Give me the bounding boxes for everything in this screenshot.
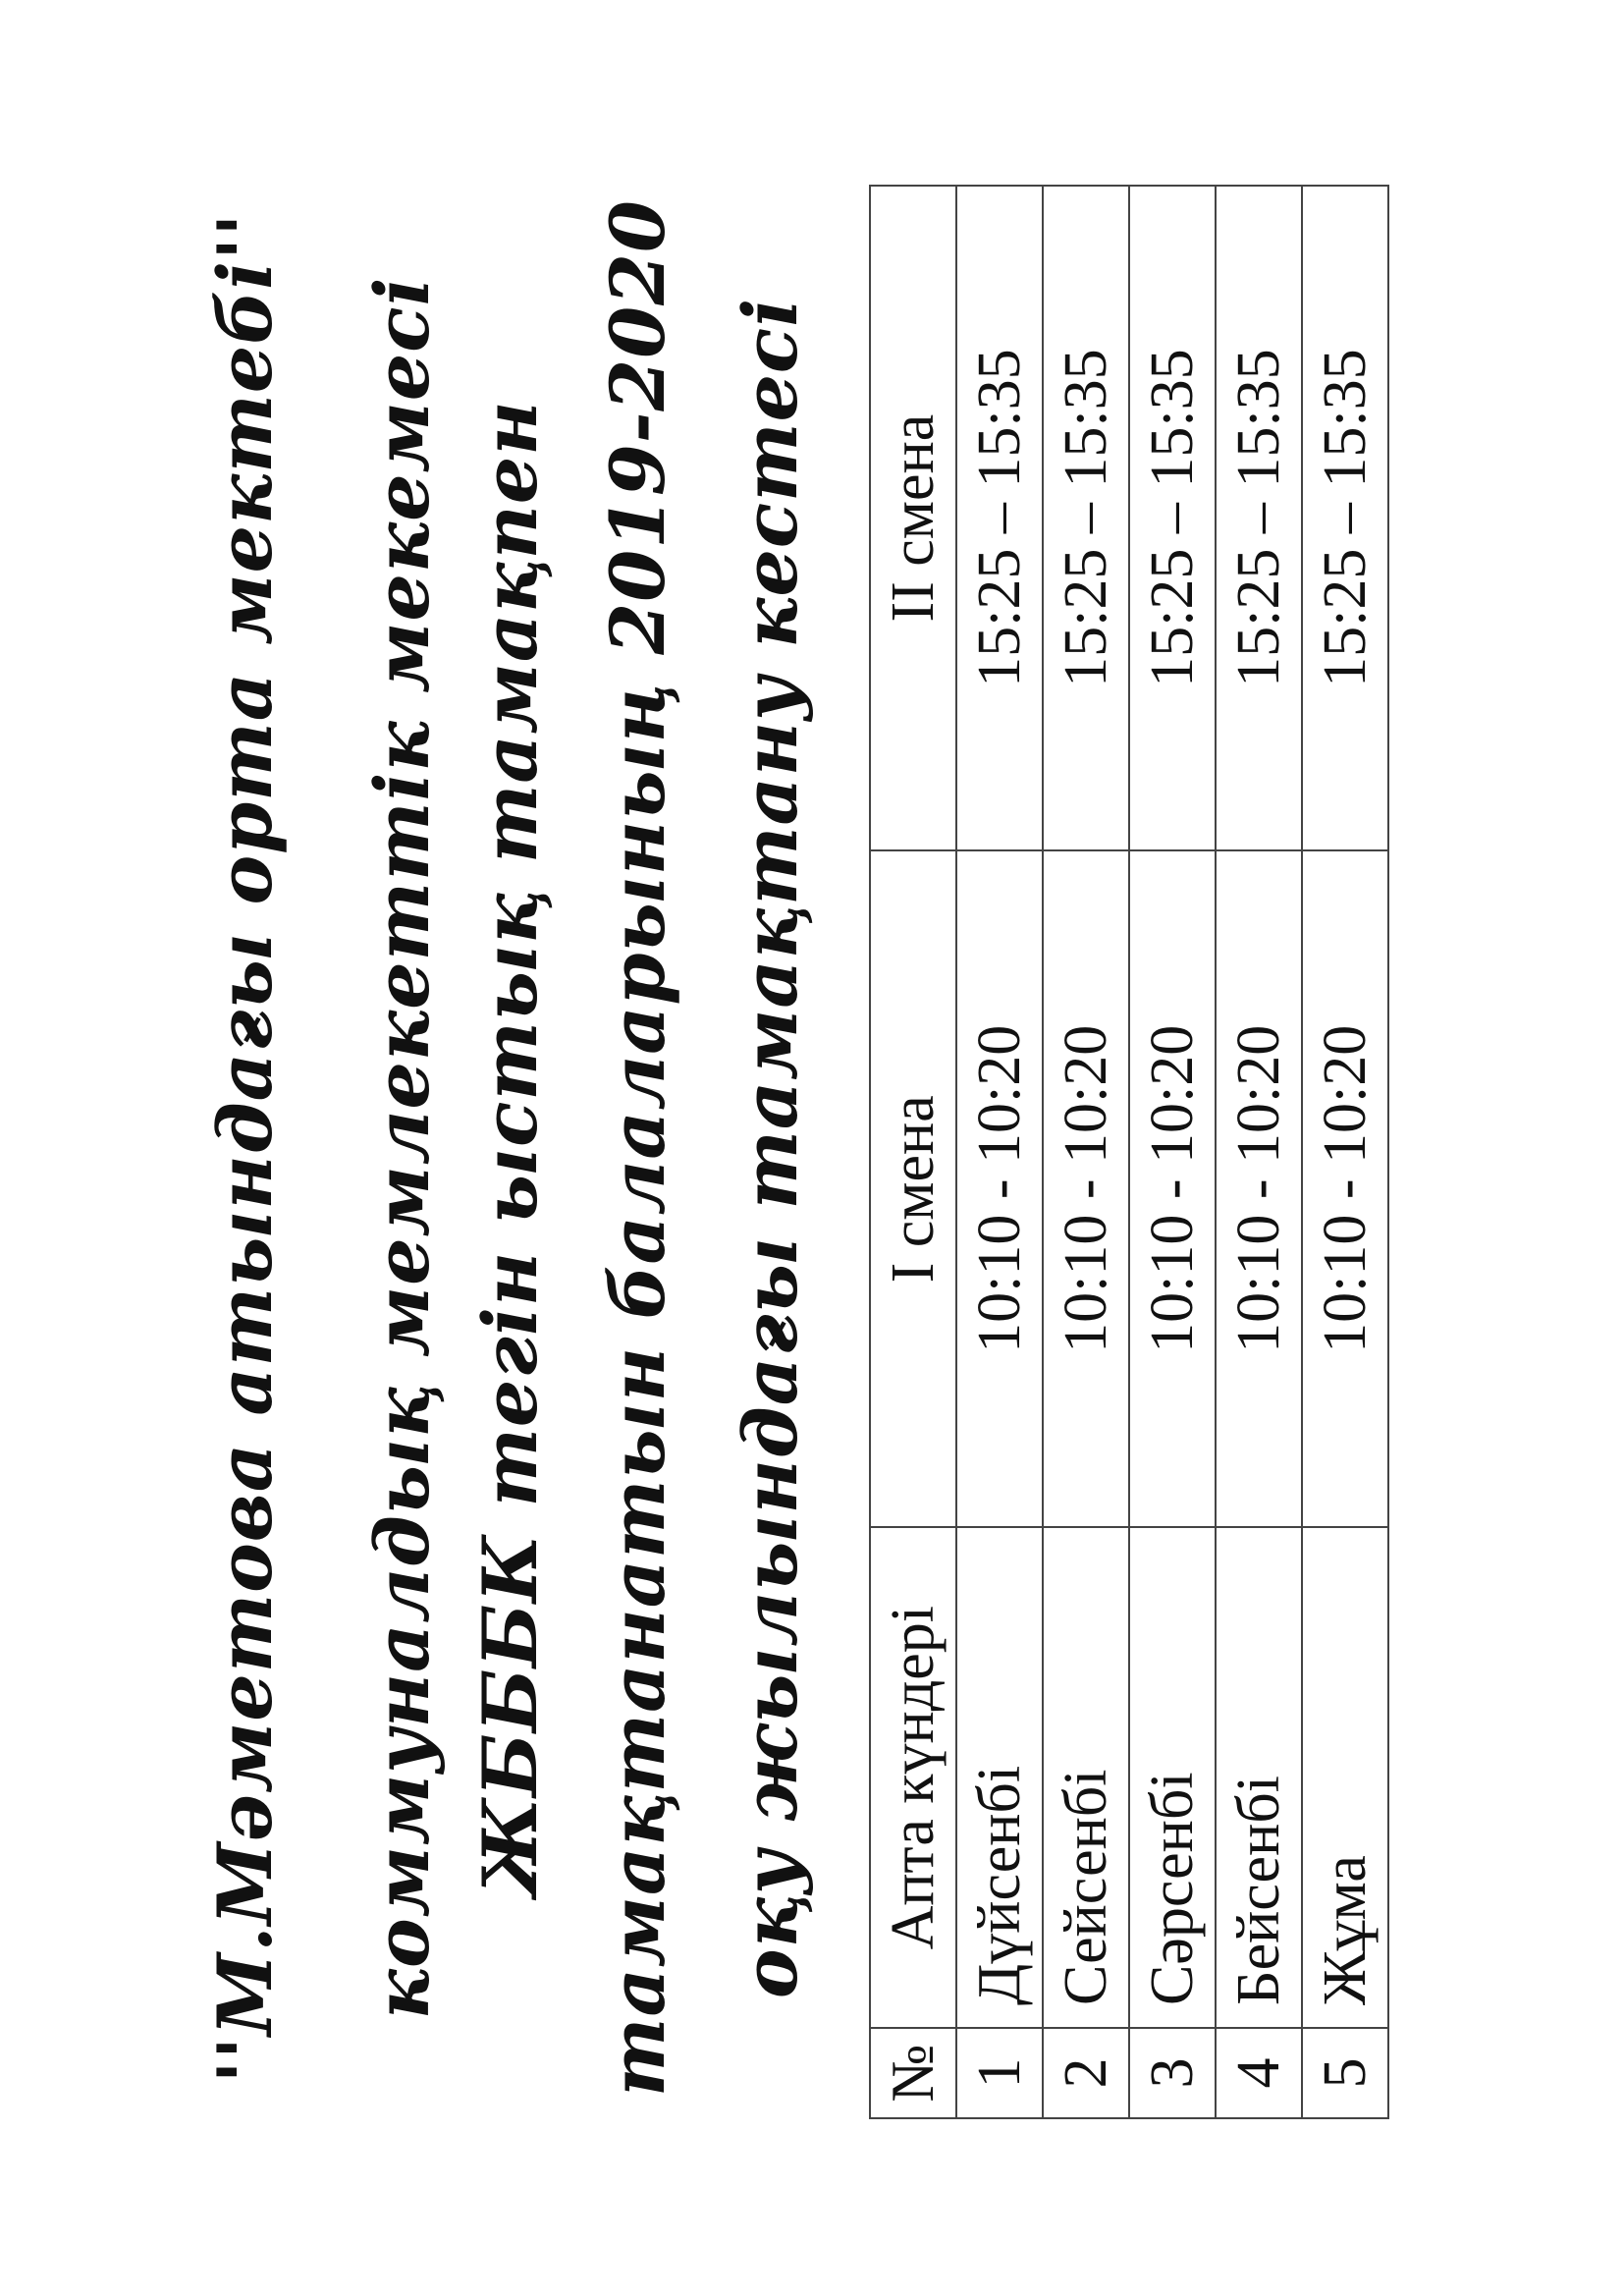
- table-row: [1216, 186, 1302, 2118]
- title-line-3: ЖБББК тегін ыстық тамақпен: [466, 400, 554, 1896]
- row-shift-2-time: 15:25 – 15:35: [1043, 186, 1129, 850]
- row-weekday: Дүйсенбі: [956, 1527, 1043, 2028]
- row-shift-1-time: 10:10 - 10:20: [1043, 850, 1129, 1527]
- header-weekday: Апта күндері: [870, 1527, 956, 2028]
- table-row: [956, 186, 1043, 2118]
- row-number: 2: [1043, 2028, 1129, 2118]
- header-shift-2: II смена: [870, 186, 956, 850]
- title-line-1: ''М.Мәметова атындағы орта мектебі'': [201, 212, 289, 2084]
- row-shift-2-time: 15:25 – 15:35: [1129, 186, 1216, 850]
- row-shift-2-time: 15:25 – 15:35: [1216, 186, 1302, 850]
- table-header-row: [870, 186, 956, 2118]
- row-weekday: Сейсенбі: [1043, 1527, 1129, 2028]
- row-shift-1-time: 10:10 - 10:20: [1129, 850, 1216, 1527]
- header-shift-1: I смена: [870, 850, 956, 1527]
- meal-schedule-table: [869, 185, 1389, 2119]
- table-row: [1302, 186, 1388, 2118]
- row-number: 5: [1302, 2028, 1388, 2118]
- row-shift-1-time: 10:10 - 10:20: [1302, 850, 1388, 1527]
- row-number: 4: [1216, 2028, 1302, 2118]
- title-line-4: тамақтанатын балаларының 2019-2020: [594, 199, 681, 2097]
- row-shift-1-time: 10:10 - 10:20: [1216, 850, 1302, 1527]
- row-weekday: Жұма: [1302, 1527, 1388, 2028]
- row-shift-2-time: 15:25 – 15:35: [1302, 186, 1388, 850]
- row-number: 3: [1129, 2028, 1216, 2118]
- table-row: [1129, 186, 1216, 2118]
- title-line-5: оқу жылындағы тамақтану кестесі: [727, 297, 814, 1999]
- row-shift-1-time: 10:10 - 10:20: [956, 850, 1043, 1527]
- title-line-2: коммуналдық мемлекеттік мекемесі: [358, 276, 446, 2020]
- row-shift-2-time: 15:25 – 15:35: [956, 186, 1043, 850]
- row-weekday: Сәрсенбі: [1129, 1527, 1216, 2028]
- header-number: №: [870, 2028, 956, 2118]
- row-weekday: Бейсенбі: [1216, 1527, 1302, 2028]
- table-row: [1043, 186, 1129, 2118]
- row-number: 1: [956, 2028, 1043, 2118]
